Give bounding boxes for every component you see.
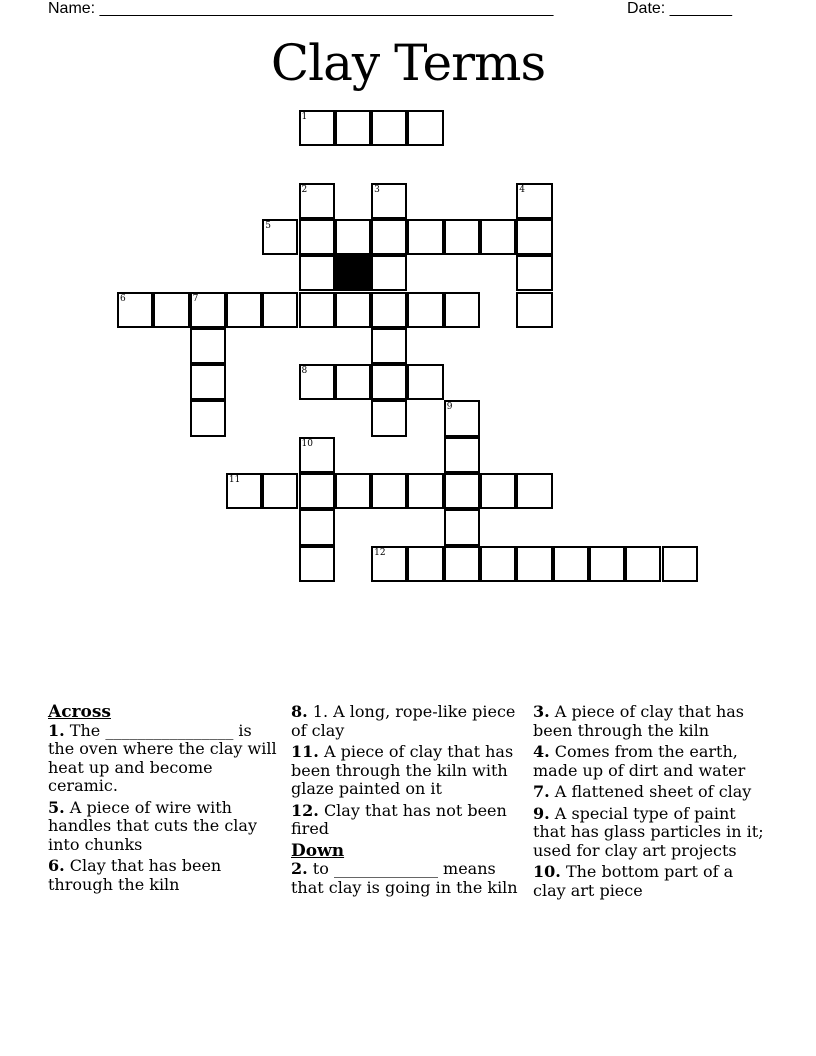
- cell-number: 7: [192, 293, 199, 304]
- grid-cell[interactable]: [371, 546, 407, 582]
- grid-cell[interactable]: [335, 219, 371, 255]
- grid-cell[interactable]: [371, 400, 407, 436]
- grid-cell[interactable]: [335, 292, 371, 328]
- across-heading: Across: [48, 702, 111, 722]
- grid-cell[interactable]: [371, 364, 407, 400]
- down-heading: Down: [291, 840, 345, 861]
- clue-down-9: 9. A special type of paint that has glass particles in it; used for clay art projects: [533, 803, 764, 860]
- clue-down-10: 10. The bottom part of a clay art piece: [533, 862, 734, 900]
- grid-cell[interactable]: [371, 255, 407, 291]
- grid-cell[interactable]: [190, 400, 226, 436]
- grid-cell[interactable]: [299, 255, 335, 291]
- name-field[interactable]: Name: ___________________________________________________: [48, 0, 554, 17]
- clue-across-8: 8. 1. A long, rope-like piece of clay: [291, 702, 516, 740]
- clue-across-1: 1. The ________________ is the oven where the clay will heat up and become ceramic.: [48, 720, 277, 795]
- cell-number: 2: [301, 184, 308, 195]
- grid-cell[interactable]: [226, 292, 262, 328]
- grid-cell[interactable]: [117, 292, 153, 328]
- grid-cell[interactable]: [299, 437, 335, 473]
- clue-down-7: 7. A flattened sheet of clay: [533, 782, 752, 801]
- grid-cell[interactable]: [516, 292, 552, 328]
- cell-number: 12: [374, 547, 386, 558]
- grid-cell[interactable]: [335, 473, 371, 509]
- grid-cell[interactable]: [516, 473, 552, 509]
- grid-cell[interactable]: [371, 292, 407, 328]
- grid-cell[interactable]: [299, 219, 335, 255]
- grid-cell[interactable]: [480, 473, 516, 509]
- cell-number: 4: [519, 184, 526, 195]
- clues-column-3: [533, 703, 765, 903]
- grid-cell[interactable]: [407, 364, 443, 400]
- grid-cell[interactable]: [262, 292, 298, 328]
- grid-cell[interactable]: [371, 328, 407, 364]
- grid-cell[interactable]: [662, 546, 698, 582]
- grid-cell[interactable]: [480, 219, 516, 255]
- grid-cell[interactable]: [299, 364, 335, 400]
- grid-cell[interactable]: [299, 292, 335, 328]
- grid-cell[interactable]: [407, 110, 443, 146]
- grid-cell[interactable]: [516, 183, 552, 219]
- grid-cell[interactable]: [444, 437, 480, 473]
- date-field[interactable]: Date: _______: [627, 0, 732, 17]
- grid-cell[interactable]: [444, 473, 480, 509]
- grid-cell[interactable]: [371, 219, 407, 255]
- page-title: Clay Terms: [270, 34, 546, 92]
- clue-across-11: 11. A piece of clay that has been through the kiln with glaze painted on it: [291, 742, 514, 798]
- grid-cell[interactable]: [262, 473, 298, 509]
- cell-number: 10: [301, 438, 313, 449]
- grid-cell[interactable]: [407, 546, 443, 582]
- cell-number: 1: [301, 112, 308, 122]
- grid-cell[interactable]: [262, 219, 298, 255]
- grid-cell[interactable]: [444, 546, 480, 582]
- clues-column-1: [48, 703, 280, 897]
- cell-number: 11: [228, 475, 241, 485]
- cell-number: 8: [301, 366, 308, 377]
- grid-cell[interactable]: [444, 509, 480, 545]
- clue-across-6: 6. Clay that has been through the kiln: [48, 856, 222, 894]
- grid-cell[interactable]: [299, 473, 335, 509]
- grid-cell[interactable]: [371, 110, 407, 146]
- grid-cell[interactable]: [299, 110, 335, 146]
- grid-cell[interactable]: [516, 255, 552, 291]
- cell-number: 5: [265, 220, 271, 231]
- grid-cell[interactable]: [516, 219, 552, 255]
- grid-cell[interactable]: [480, 546, 516, 582]
- black-cell: [335, 255, 371, 291]
- grid-cell[interactable]: [190, 328, 226, 364]
- clue-across-12: 12. Clay that has not been fired: [291, 800, 507, 838]
- clue-down-2: 2. to _____________ means that clay is going in the kiln: [291, 859, 518, 897]
- grid-cell[interactable]: [190, 292, 226, 328]
- clue-down-4: 4. Comes from the earth, made up of dirt and water: [533, 742, 746, 780]
- grid-cell[interactable]: [444, 400, 480, 436]
- grid-cell[interactable]: [299, 183, 335, 219]
- grid-cell[interactable]: [444, 219, 480, 255]
- grid-cell[interactable]: [371, 183, 407, 219]
- grid-cell[interactable]: [190, 364, 226, 400]
- grid-cell[interactable]: [589, 546, 625, 582]
- cell-number: 9: [446, 402, 453, 413]
- grid-cell[interactable]: [371, 473, 407, 509]
- grid-cell[interactable]: [299, 546, 335, 582]
- clues-column-2: [291, 703, 523, 900]
- grid-cell[interactable]: [407, 473, 443, 509]
- grid-cell[interactable]: [516, 546, 552, 582]
- grid-cell[interactable]: [407, 219, 443, 255]
- clue-across-5: 5. A piece of wire with handles that cuts the clay into chunks: [48, 797, 257, 854]
- grid-cell[interactable]: [407, 292, 443, 328]
- cell-number: 6: [120, 293, 126, 304]
- grid-cell[interactable]: [625, 546, 661, 582]
- clue-down-3: 3. A piece of clay that has been through the kiln: [533, 702, 745, 740]
- grid-cell[interactable]: [299, 509, 335, 545]
- grid-cell[interactable]: [335, 110, 371, 146]
- grid-cell[interactable]: [153, 292, 189, 328]
- grid-cell[interactable]: [553, 546, 589, 582]
- cell-number: 3: [374, 184, 380, 195]
- grid-cell[interactable]: [335, 364, 371, 400]
- grid-cell[interactable]: [226, 473, 262, 509]
- grid-cell[interactable]: [444, 292, 480, 328]
